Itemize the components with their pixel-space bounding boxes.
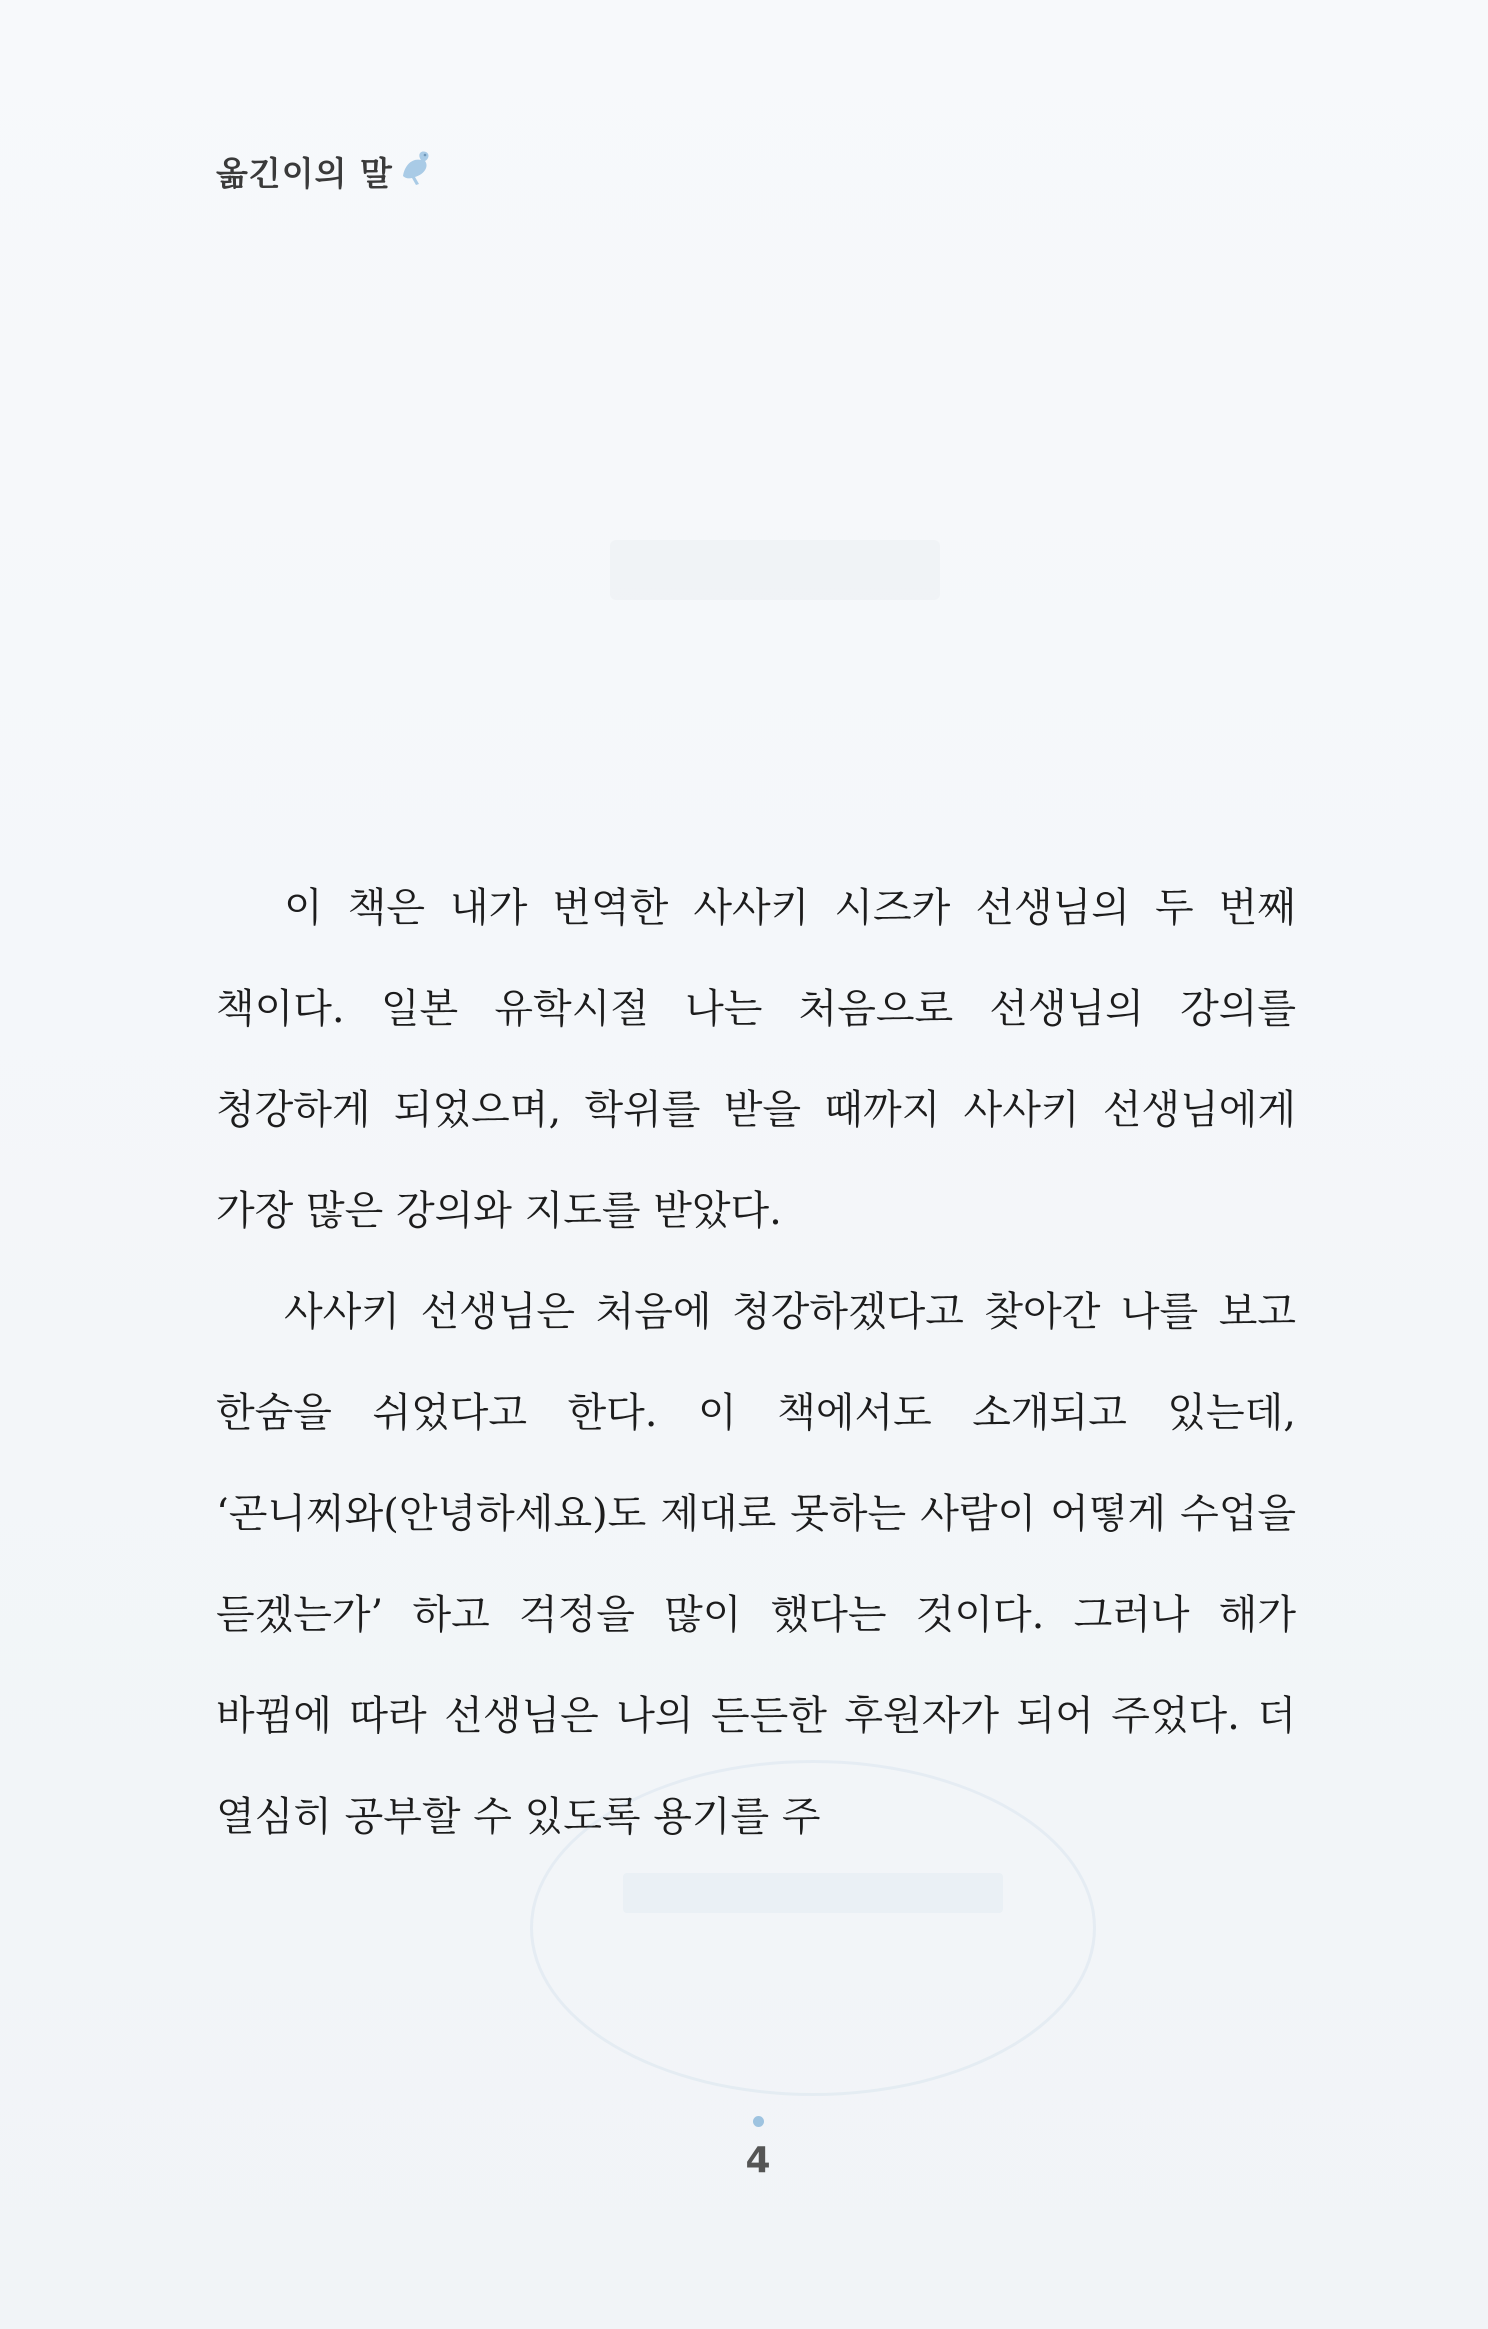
section-title: 옮긴이의 말 — [216, 154, 393, 193]
show-through-heading — [610, 540, 940, 600]
show-through-stamp-band — [623, 1873, 1003, 1913]
page-number-dot — [753, 2116, 764, 2127]
bird-icon — [395, 146, 433, 190]
show-through-stamp — [530, 1760, 1096, 2096]
page-header — [216, 152, 433, 196]
body-text — [216, 858, 1296, 1868]
paragraph-2: 사사키 선생님은 처음에 청강하겠다고 찾아간 나를 보고 한숨을 쉬었다고 한다. 이 책에서도 소개되고 있는데, ‘곤니찌와(안녕하세요)도 제대로 못하는 사람이 어떻게 수업을 듣겠는가’ 하고 걱정을 많이 했다는 것이다. 그러나 해가 바뀜에 따라 선생님은 나의 든든한 후원자가 되어 주었다. 더 열심히 공부할 수 있도록 용기를 주 — [216, 1289, 1296, 1840]
paragraph-1: 이 책은 내가 번역한 사사키 시즈카 선생님의 두 번째 책이다. 일본 유학시절 나는 처음으로 선생님의 강의를 청강하게 되었으며, 학위를 받을 때까지 사사키 선생님에게 가장 많은 강의와 지도를 받았다. — [216, 885, 1296, 1234]
page-number: 4 — [745, 2140, 771, 2181]
